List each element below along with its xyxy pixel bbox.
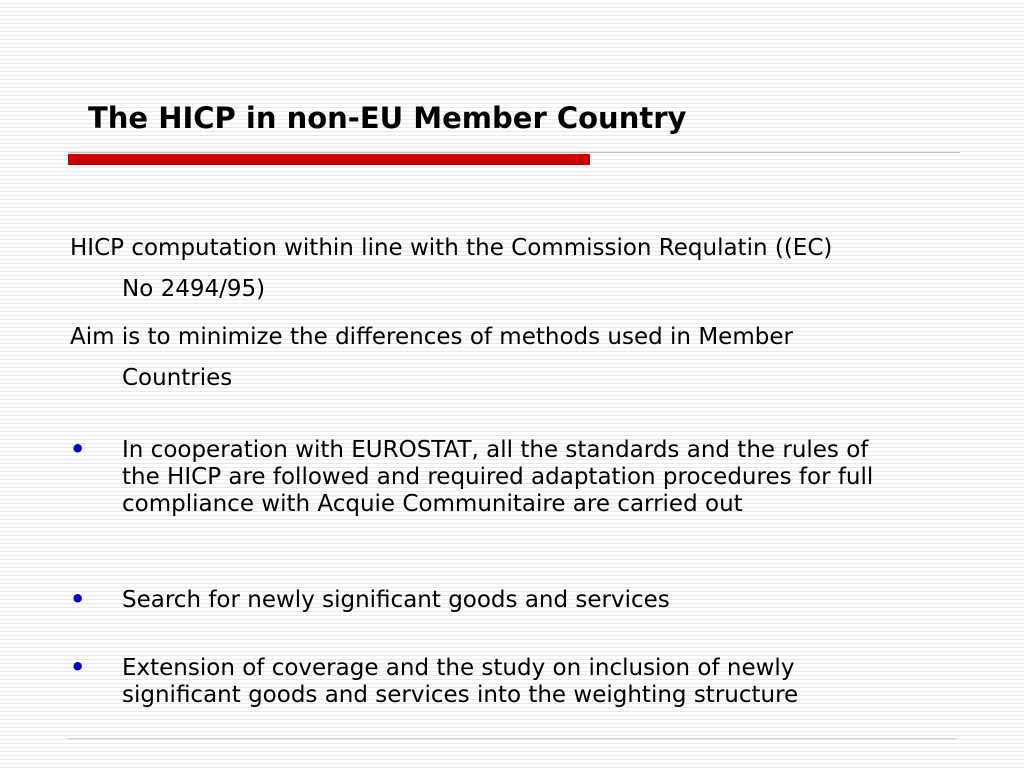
- title-divider-accent: [68, 154, 590, 165]
- paragraph-line-continued: Countries: [122, 365, 233, 391]
- paragraph-hicp-computation: [70, 228, 950, 310]
- bullet-item-eurostat-cooperation: [70, 437, 910, 518]
- bullet-dot-icon: •: [70, 585, 86, 613]
- bullet-dot-icon: •: [70, 435, 86, 463]
- bullet-text: Extension of coverage and the study on inclusion of newly significant goods and services into the weighting structure: [122, 655, 799, 708]
- footer-divider: [68, 738, 956, 739]
- slide-title: The HICP in non-EU Member Country: [88, 101, 687, 135]
- bullet-dot-icon: •: [70, 653, 86, 681]
- bullet-item-search-goods: [70, 587, 910, 614]
- bullet-item-coverage-extension: [70, 655, 910, 709]
- paragraph-line-continued: No 2494/95): [122, 276, 266, 302]
- title-divider-thin: [68, 152, 960, 153]
- paragraph-line: HICP computation within line with the Commission Requlatin ((EC): [70, 235, 833, 261]
- paragraph-line: Aim is to minimize the differences of methods used in Member: [70, 324, 793, 350]
- bullet-text: Search for newly significant goods and services: [122, 587, 670, 613]
- paragraph-aim: [70, 317, 950, 399]
- bullet-text: In cooperation with EUROSTAT, all the standards and the rules of the HICP are followed and required adaptation procedures for full compliance with Acquie Communitaire are carried out: [122, 437, 874, 517]
